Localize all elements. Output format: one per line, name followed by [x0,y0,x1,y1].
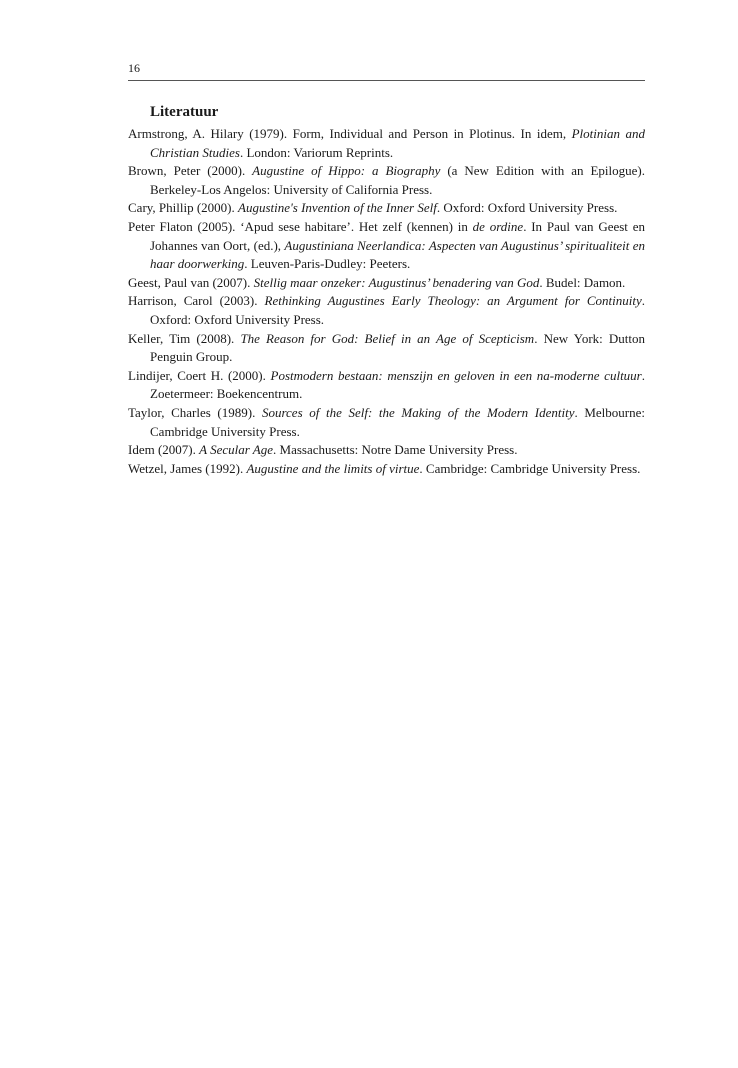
reference-text: Cary, Phillip (2000). [128,200,239,216]
reference-text: . New York: Dutton Penguin Group. [150,330,645,365]
reference-entry [128,162,645,199]
reference-text: . Budel: Damon. [539,274,626,290]
reference-entry [128,367,645,404]
reference-entry [128,292,645,329]
reference-text: Idem (2007). [128,442,200,458]
reference-text: . In Paul van Geest en Johannes van Oort, (ed.), [150,218,645,253]
reference-text: . London: Variorum Reprints. [239,144,394,160]
reference-title: Rethinking Augustines Early Theology: an Argument for Continuity [264,293,642,309]
reference-title: Augustiniana Neerlandica: Aspecten van Augustinus’ spiritualiteit en haar doorwerking [150,237,646,272]
reference-entry [128,199,645,218]
reference-text: Geest, Paul van (2007). [128,274,254,290]
reference-text: Armstrong, A. Hilary (1979). Form, Individual and Person in Plotinus. In idem, [128,126,572,141]
reference-text: (a New Edition with an Epilogue). Berkeley-Los Angelos: University of California Press. [150,163,645,197]
reference-text: Taylor, Charles (1989). [128,404,262,420]
reference-title: Stellig maar onzeker: Augustinus’ benadering van God [253,274,540,290]
reference-title: The Reason for God: Belief in an Age of Scepticism [240,330,535,346]
header-rule [128,80,645,81]
reference-title: Plotinian and Christian Studies [150,126,645,160]
reference-text: . Melbourne: Cambridge University Press. [150,404,645,439]
reference-entry [128,274,645,293]
reference-text: . Oxford: Oxford University Press. [436,200,618,216]
reference-entry [128,330,645,367]
reference-text: Lindijer, Coert H. (2000). [128,367,271,383]
reference-title: Augustine of Hippo: a Biography [252,163,441,179]
section-title: Literatuur [150,104,219,120]
reference-text: Harrison, Carol (2003). [128,293,265,309]
reference-entry [128,125,645,162]
reference-title: Augustine and the limits of virtue [246,460,420,476]
reference-title: Sources of the Self: the Making of the Modern Identity [261,404,575,420]
reference-entry [128,460,645,479]
reference-text: . Cambridge: Cambridge University Press. [419,460,641,476]
reference-entry [128,404,645,441]
reference-title: Augustine's Invention of the Inner Self [238,200,437,216]
reference-text: . Oxford: Oxford University Press. [150,293,646,327]
page-number: 16 [128,61,140,75]
reference-entry [128,218,645,274]
reference-text: . Massachusetts: Notre Dame University Press. [273,442,518,458]
reference-text: . Leuven-Paris-Dudley: Peeters. [244,256,411,272]
reference-text: Wetzel, James (1992). [128,460,247,476]
reference-list [128,125,645,478]
reference-title: Postmodern bestaan: menszijn en geloven in een na-moderne cultuur [270,367,642,383]
reference-title: de ordine [472,218,524,234]
reference-text: Keller, Tim (2008). [128,330,241,346]
reference-entry [128,441,645,460]
reference-text: Brown, Peter (2000). [128,163,253,179]
reference-text: . Zoetermeer: Boekencentrum. [150,367,645,402]
reference-text: Peter Flaton (2005). ‘Apud sese habitare’. Het zelf (kennen) in [128,218,473,234]
reference-title: A Secular Age [199,442,274,458]
